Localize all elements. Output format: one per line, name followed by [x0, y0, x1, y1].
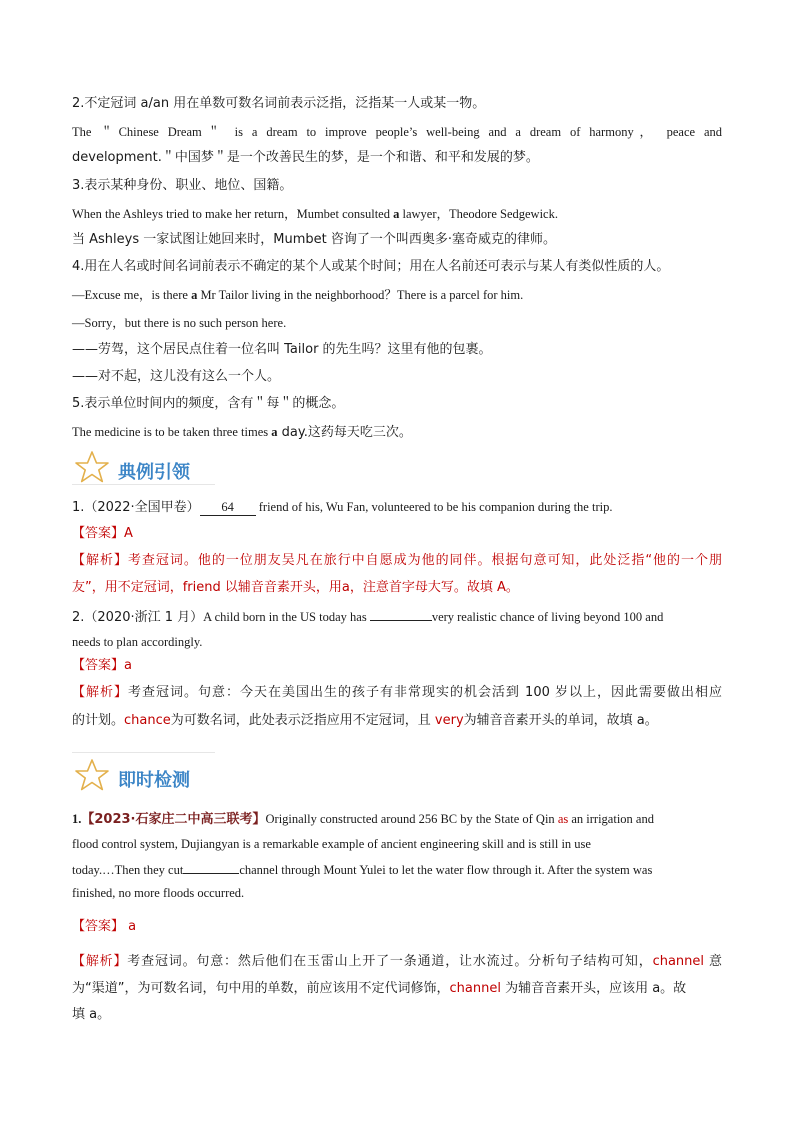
- quiz-1-question-4: finished, no more floods occurred.: [72, 886, 245, 900]
- section-heading-examples-text: 典例引领: [118, 462, 190, 483]
- rule-2-text: 2.不定冠词 a/an 用在单数可数名词前表示泛指，泛指某一人或某一物。: [72, 96, 486, 111]
- quiz-1-question-2: flood control system, Dujiangyan is a remarkable example of ancient engineering skill and is still in use: [72, 837, 591, 851]
- example-ashleys-cn: 当 Ashleys 一家试图让她回来时，Mumbet 咨询了一个叫西奥多·塞奇威克的律师。: [72, 232, 556, 247]
- quiz-1-analysis-1: 【解析】考查冠词。句意：然后他们在玉雷山上开了一条通道，让水流过。分析句子结构可知，channel 意: [72, 954, 722, 969]
- star-outline-icon: [74, 758, 110, 792]
- quiz-1-analysis-2: 为“渠道”，为可数名词，句中用的单数，前应该用不定代词修饰，channel 为辅音音素开头，应该用 a。故: [72, 981, 687, 996]
- heading-divider: [72, 752, 215, 753]
- star-outline-icon: [74, 450, 110, 484]
- example-1-question: 1.（2022·全国甲卷） 64 friend of his, Wu Fan, volunteered to be his companion during the trip.: [72, 500, 613, 515]
- example-2-analysis-1: 【解析】考查冠词。句意：今天在美国出生的孩子有非常现实的机会活到 100 岁以上，因此需要做出相应: [72, 685, 722, 700]
- example-2-question: 2.（2020·浙江 1 月）A child born in the US today has very realistic chance of living beyond 100 and: [72, 610, 664, 625]
- example-tailor-cn-2: ——对不起，这儿没有这么一个人。: [72, 369, 281, 384]
- answer-blank: [183, 861, 239, 874]
- quiz-1-answer: 【答案】 a: [72, 919, 137, 934]
- example-2-analysis-2: 的计划。chance为可数名词，此处表示泛指应用不定冠词，且 very为辅音音素开头的单词，故填 a。: [72, 713, 658, 728]
- example-2-question-2: needs to plan accordingly.: [72, 635, 203, 649]
- example-tailor-en-2: —Sorry，but there is no such person here.: [72, 316, 287, 330]
- example-medicine: The medicine is to be taken three times a day.这药每天吃三次。: [72, 425, 412, 440]
- example-1-answer: 【答案】A: [72, 526, 133, 541]
- example-1-analysis-2: 友”，用不定冠词，friend 以辅音音素开头，用a，注意首字母大写。故填 A。: [72, 580, 519, 595]
- example-tailor-en-1: —Excuse me，is there a Mr Tailor living in the neighborhood？There is a parcel for him.: [72, 288, 524, 302]
- rule-3-text: 3.表示某种身份、职业、地位、国籍。: [72, 178, 293, 193]
- rule-4-text: 4.用在人名或时间名词前表示不确定的某个人或某个时间；用在人名前还可表示与某人有类似性质的人。: [72, 259, 670, 274]
- quiz-1-question-1: 1.【2023·石家庄二中高三联考】Originally constructed around 256 BC by the State of Qin as an irrigation and: [72, 812, 654, 827]
- example-chinese-dream-en: The ＂Chinese Dream＂ is a dream to improve people’s well-being and a dream of harmony， peace and: [72, 125, 722, 139]
- heading-divider: [72, 484, 215, 485]
- rule-5-text: 5.表示单位时间内的频度，含有＂每＂的概念。: [72, 396, 345, 411]
- answer-blank: 64: [200, 499, 256, 516]
- quiz-1-question-3: today.…Then they cut channel through Mount Yulei to let the water flow through it. After the system was: [72, 863, 653, 877]
- answer-blank: [370, 608, 432, 621]
- example-ashleys-en: When the Ashleys tried to make her return，Mumbet consulted a lawyer，Theodore Sedgewick.: [72, 207, 558, 221]
- example-1-analysis-1: 【解析】考查冠词。他的一位朋友吴凡在旅行中自愿成为他的同伴。根据句意可知，此处泛指“他的一个朋: [72, 553, 722, 568]
- example-2-answer: 【答案】a: [72, 658, 132, 673]
- section-heading-quiz-text: 即时检测: [118, 770, 190, 791]
- example-chinese-dream-cn: development.＂中国梦＂是一个改善民生的梦，是一个和谐、和平和发展的梦。: [72, 150, 539, 165]
- quiz-1-analysis-3: 填 a。: [72, 1007, 111, 1022]
- example-tailor-cn-1: ——劳驾，这个居民点住着一位名叫 Tailor 的先生吗？这里有他的包裹。: [72, 342, 492, 357]
